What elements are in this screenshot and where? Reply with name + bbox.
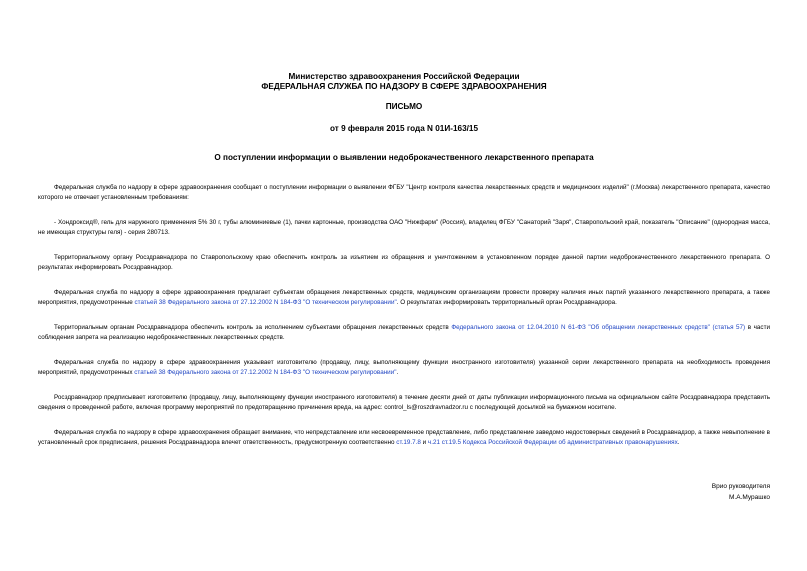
koap-article-19-5-link[interactable]: ч.21 ст.19.5 Кодекса Российской Федерации об административных правонарушениях	[427, 439, 678, 446]
paragraph-3: Территориальному органу Росздравнадзора по Ставропольскому краю обеспечить контроль за изъятием из обращения и уничтожением в установленном порядке данной партии недоброкачественного лекарственного препарата. О результатах информировать Росздравнадзор.	[38, 254, 770, 271]
paragraph-5	[38, 323, 770, 343]
paragraph-4	[38, 288, 770, 308]
document-subject: О поступлении информации о выявлении недоброкачественного лекарственного препарата	[214, 153, 594, 162]
letter-body	[38, 183, 770, 463]
ministry-title: Министерство здравоохранения Российской Федерации	[288, 72, 520, 81]
paragraph-8-text-middle: и	[420, 439, 428, 446]
paragraph-8-text-before: Федеральная служба по надзору в сфере здравоохранения обращает внимание, что непредставление или несвоевременное представление, либо представление заведомо недостоверных сведений в Росздравнадзор, а также невыполнение в установленный срок предписания, решения Росздравнадзора влечет ответственность, предусмотренную соответственно	[38, 429, 770, 446]
paragraph-4-text-before: Федеральная служба по надзору в сфере здравоохранения предлагает субъектам обращения лекарственных средств, медицинским организациям провести проверку наличия иных партий указанного лекарственного препарата, а также мероприятия, предусмотренные	[38, 289, 770, 306]
law-61fz-link[interactable]: Федерального закона от 12.04.2010 N 61-ФЗ "Об обращении лекарственных средств"	[451, 324, 710, 331]
paragraph-1: Федеральная служба по надзору в сфере здравоохранения сообщает о поступлении информации о выявлении ФГБУ "Центр контроля качества лекарственных средств и медицинских изделий" (г.Москва) лекарственного препарата, качество которого не отвечает установленным требованиям:	[38, 184, 770, 201]
service-title: ФЕДЕРАЛЬНАЯ СЛУЖБА ПО НАДЗОРУ В СФЕРЕ ЗДРАВООХРАНЕНИЯ	[261, 82, 547, 91]
signatory-name: М.А.Мурашко	[728, 494, 770, 501]
paragraph-6-text-before: Федеральная служба по надзору в сфере здравоохранения указывает изготовителю (продавцу, лицу, выполняющему функции иностранного изготовителя) указанной серии лекарственного препарата на необходимость проведения мероприятий, предусмотренных	[38, 359, 770, 376]
document-date-number: от 9 февраля 2015 года N 01И-163/15	[329, 124, 479, 133]
paragraph-6	[38, 358, 770, 378]
paragraph-8-text-after: .	[677, 439, 680, 446]
signatory-title: Врио руководителя	[711, 483, 770, 490]
document-page	[38, 0, 770, 571]
paragraph-8	[38, 428, 770, 448]
paragraph-5-text-after: в части соблюдения запрета на реализацию недоброкачественных лекарственных средств.	[38, 324, 770, 341]
paragraph-5-text-before: Территориальным органам Росздравнадзора обеспечить контроль за исполнением субъектами обращения лекарственных средств	[54, 324, 452, 331]
koap-article-19-7-8-link[interactable]: ст.19.7.8	[396, 439, 421, 446]
law-184fz-article-38-link[interactable]: статьей 38 Федерального закона от 27.12.2002 N 184-ФЗ "О техническом регулировании"	[134, 299, 397, 306]
paragraph-6-text-after: .	[396, 369, 399, 376]
document-type: ПИСЬМО	[385, 102, 423, 111]
signature-block	[712, 481, 770, 503]
article-57-link[interactable]: (статья 57)	[712, 324, 746, 331]
law-184fz-article-38-link-2[interactable]: статьей 38 Федерального закона от 27.12.2002 N 184-ФЗ "О техническом регулировании"	[134, 369, 397, 376]
paragraph-7: Росздравнадзор предписывает изготовителю (продавцу, лицу, выполняющему функции иностранного изготовителя) в течение десяти дней от даты публикации информационного письма на официальном сайте Росздравнадзора представить сведения о проведенной работе, включая программу мероприятий по предотвращению причинения вреда, на адрес: control_ls@roszdravnadzor.ru с последующей досылкой на бумажном носителе.	[38, 394, 770, 411]
paragraph-2: - Хондроксид®, гель для наружного применения 5% 30 г, тубы алюминиевые (1), пачки картонные, производства ОАО "Нижфарм" (Россия), владелец ФГБУ "Санаторий "Заря", Ставропольский край, показатель "Описание" (однородная масса, не имеющая структуры геля) - серия 280713.	[38, 219, 770, 236]
paragraph-4-text-after: . О результатах информировать территориальный орган Росздравнадзора.	[396, 299, 617, 306]
